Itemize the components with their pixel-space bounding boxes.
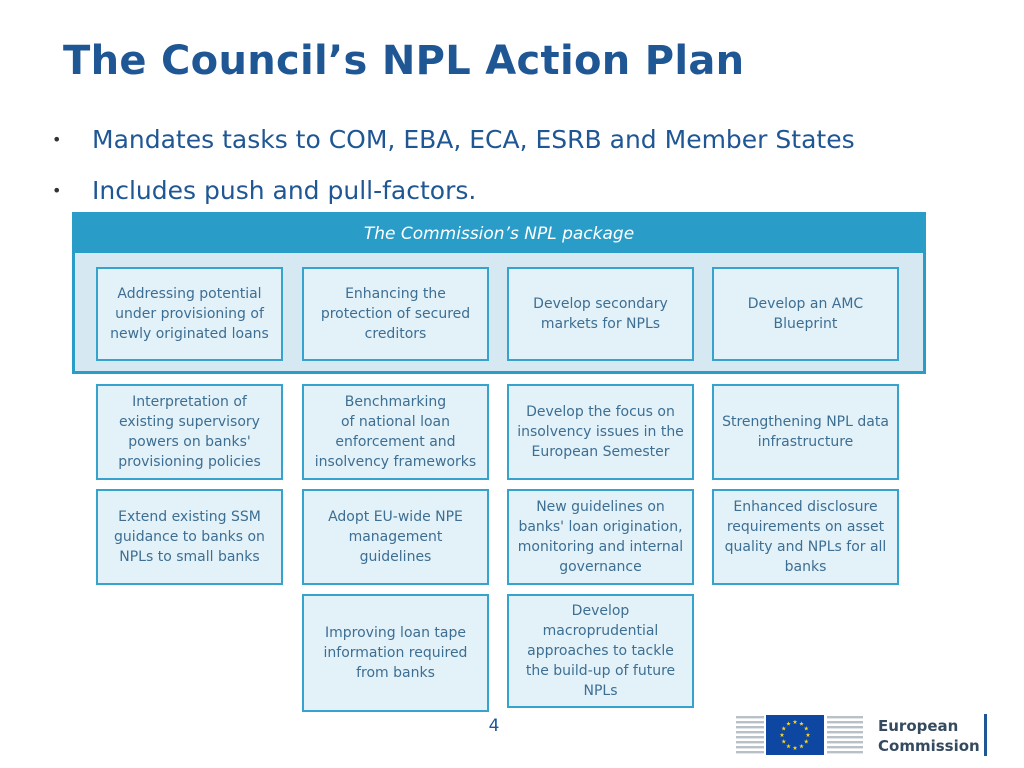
- european-commission-logo: [736, 714, 996, 758]
- package-box: Enhancing the protection of secured creditors: [302, 267, 489, 361]
- action-box: Develop macroprudential approaches to tackle the build-up of future NPLs: [507, 594, 694, 708]
- logo-line-commission: Commission: [878, 737, 980, 755]
- bullet-text: Mandates tasks to COM, EBA, ECA, ESRB and Member States: [92, 125, 855, 154]
- action-box: Interpretation of existing supervisory powers on banks' provisioning policies: [96, 384, 283, 480]
- bullet-marker: •: [52, 181, 62, 200]
- logo-line-european: European: [878, 717, 959, 735]
- action-box: Enhanced disclosure requirements on asset quality and NPLs for all banks: [712, 489, 899, 585]
- action-box: Improving loan tape information required from banks: [302, 594, 489, 712]
- action-box: Strengthening NPL data infrastructure: [712, 384, 899, 480]
- bullet-text: Includes push and pull-factors.: [92, 176, 477, 205]
- package-box: Develop secondary markets for NPLs: [507, 267, 694, 361]
- action-box: New guidelines on banks' loan origination, monitoring and internal governance: [507, 489, 694, 585]
- action-box: Benchmarking of national loan enforcement and insolvency frameworks: [302, 384, 489, 480]
- package-header: The Commission’s NPL package: [75, 215, 923, 253]
- action-box: Develop the focus on insolvency issues in the European Semester: [507, 384, 694, 480]
- package-box: Addressing potential under provisioning of newly originated loans: [96, 267, 283, 361]
- bullet-list: [52, 118, 855, 220]
- action-box: Extend existing SSM guidance to banks on NPLs to small banks: [96, 489, 283, 585]
- slide-title: The Council’s NPL Action Plan: [63, 38, 745, 84]
- bullet-item: [52, 118, 855, 169]
- action-box: Adopt EU-wide NPE management guidelines: [302, 489, 489, 585]
- eu-flag-icon: [736, 714, 866, 758]
- bullet-marker: •: [52, 130, 62, 149]
- package-box: Develop an AMC Blueprint: [712, 267, 899, 361]
- logo-divider: [984, 714, 987, 756]
- page-number: 4: [488, 716, 500, 736]
- logo-text: [878, 716, 980, 756]
